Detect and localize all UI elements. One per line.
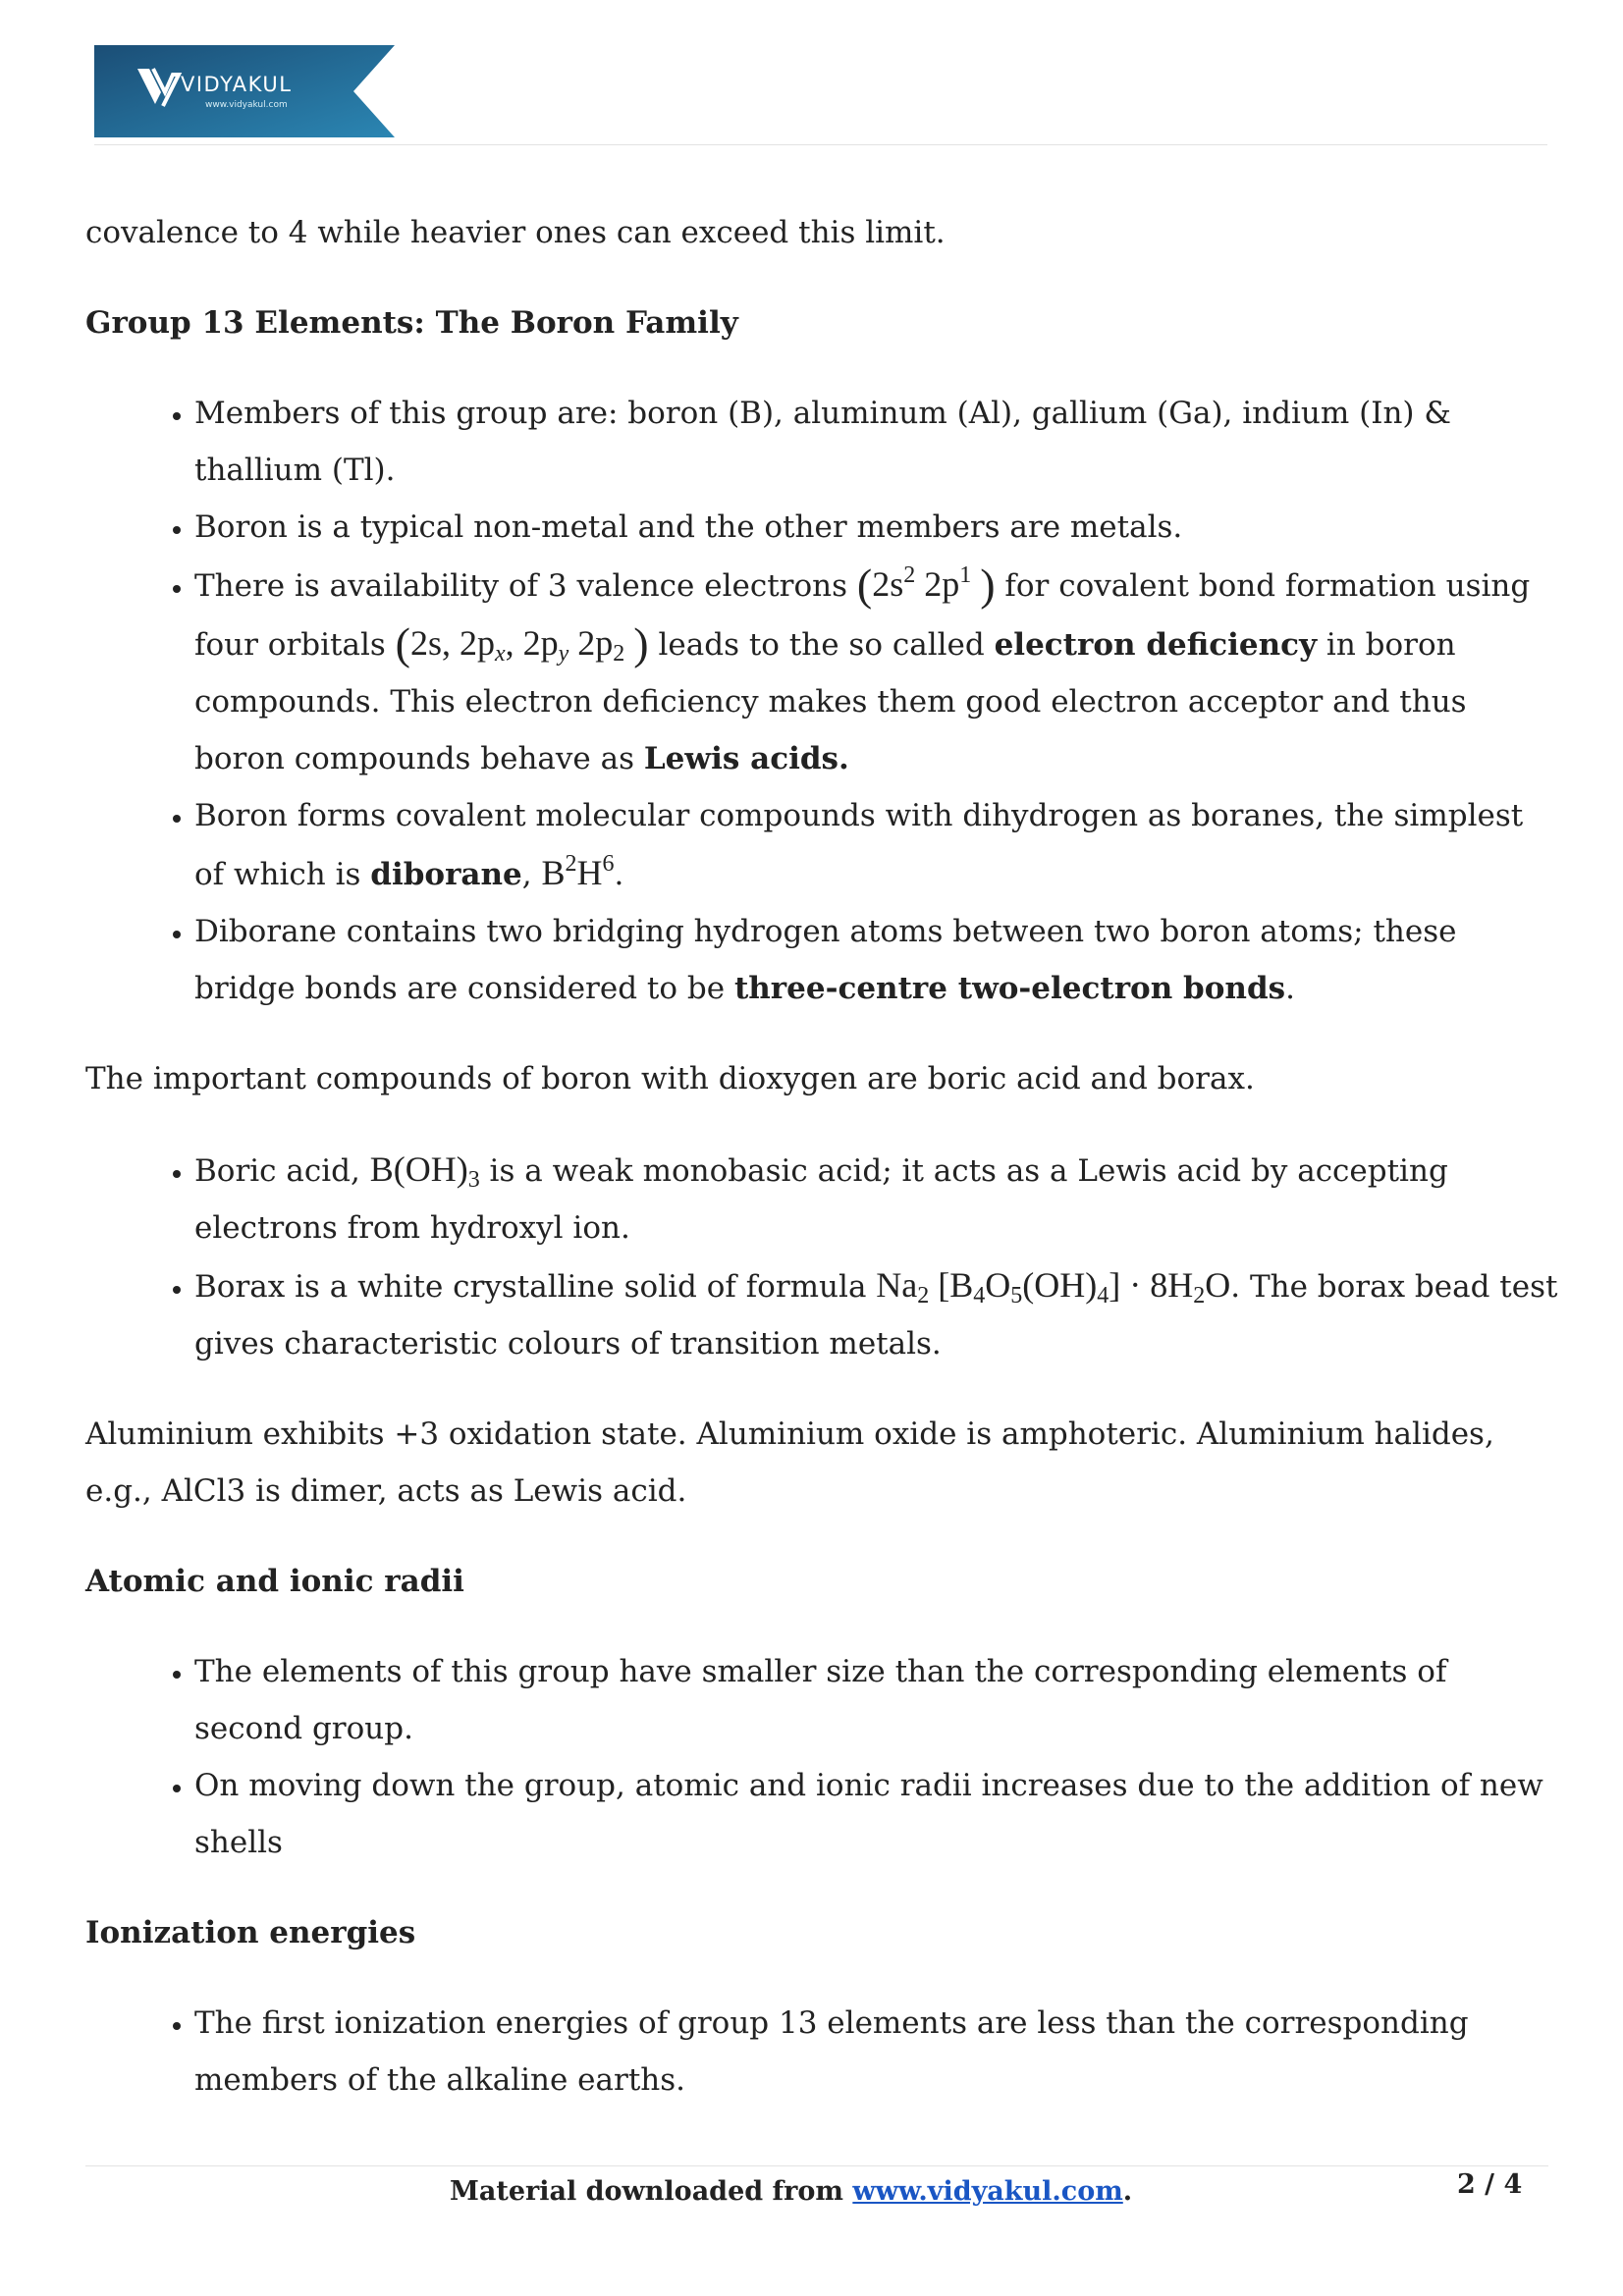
formula-text: 2 <box>613 641 625 667</box>
formula-text: ) <box>980 560 996 610</box>
list-item-text: . The borax bead test gives characteristic colours of transition metals. <box>194 1269 1558 1362</box>
footer-divider <box>85 2165 1548 2166</box>
formula-text: 2 <box>917 1283 930 1308</box>
list-item-text: Diborane contains two bridging hydrogen atoms between two boron atoms; these bridge bonds are considered to be <box>194 914 1457 1006</box>
formula-text: ( <box>395 618 410 668</box>
formula-text: 2p <box>924 564 960 604</box>
formula-text: 2s, 2p <box>409 623 495 663</box>
formula-text: x <box>494 641 506 667</box>
list-item-text: The first ionization energies of group 13 elements are less than the corresponding members of the alkaline earths. <box>194 2005 1469 2098</box>
formula-text: B(OH) <box>369 1149 468 1189</box>
list-item-text: The elements of this group have smaller size than the corresponding elements of second group. <box>194 1654 1447 1746</box>
list-item-valence-electrons <box>194 556 1558 787</box>
footer-suffix: . <box>1122 2176 1133 2207</box>
bold-term: three-centre two-electron bonds <box>733 971 1286 1006</box>
list-item-text: Boron is a typical non-metal and the other members are metals. <box>194 509 1183 545</box>
formula-borax <box>876 1265 1231 1308</box>
list-item-text: . <box>614 857 624 892</box>
formula-text: Na <box>876 1265 918 1305</box>
list-item-text: for covalent bond formation using four orbitals <box>194 568 1531 663</box>
formula-text: , 2p <box>505 623 559 663</box>
list-item-text: is a weak monobasic acid; it acts as a Lewis acid by accepting electrons from hydroxyl ion. <box>194 1153 1448 1246</box>
list-item-text: leads to the so called <box>648 627 995 663</box>
list-item-boric-acid <box>194 1141 1558 1256</box>
logo-url: www.vidyakul.com <box>205 100 288 110</box>
formula-text: 4 <box>1097 1283 1109 1308</box>
list-item-boron-nonmetal <box>194 499 1558 556</box>
formula-text: 1 <box>959 562 972 588</box>
formula-boric-acid <box>369 1149 480 1193</box>
list-item-text: , <box>521 857 542 892</box>
bold-term: Lewis acids. <box>643 741 849 776</box>
formula-text: (OH) <box>1022 1265 1098 1305</box>
list-item-text: Boric acid, <box>194 1153 370 1189</box>
heading-ionization-energies: Ionization energies <box>85 1915 416 1950</box>
formula-text: 5 <box>1010 1283 1023 1308</box>
formula-text: 3 <box>467 1167 480 1193</box>
list-item-members <box>194 385 1558 499</box>
page-content <box>85 204 1558 2142</box>
bold-term: electron deficiency <box>994 627 1318 663</box>
list-item-text: Borax is a white crystalline solid of formula <box>194 1269 877 1305</box>
formula-text: O <box>985 1265 1011 1305</box>
heading-group-13: Group 13 Elements: The Boron Family <box>85 305 738 341</box>
formula-text: 6 <box>602 851 615 877</box>
footer-note <box>450 2169 1132 2215</box>
header-divider <box>94 144 1547 145</box>
footer-prefix: Material downloaded from <box>450 2176 853 2207</box>
paragraph-covalence: covalence to 4 while heavier ones can exceed this limit. <box>85 215 946 250</box>
paragraph-aluminium: Aluminium exhibits +3 oxidation state. Aluminium oxide is amphoteric. Aluminium halides, e.g., AlCl3 is dimer, acts as Lewis acid. <box>85 1416 1494 1509</box>
list-ionization <box>85 1995 1558 2109</box>
list-boron-family <box>85 385 1558 1017</box>
list-item-text: On moving down the group, atomic and ionic radii increases due to the addition of new shells <box>194 1768 1543 1860</box>
page-number: 2 / 4 <box>1457 2169 1523 2200</box>
formula-text: ] · 8H <box>1109 1265 1194 1305</box>
formula-text: 4 <box>973 1283 986 1308</box>
paragraph-boron-dioxygen: The important compounds of boron with dioxygen are boric acid and borax. <box>85 1061 1255 1096</box>
formula-text: ( <box>856 560 873 610</box>
formula-text: ) <box>633 618 649 668</box>
formula-diborane <box>541 853 614 892</box>
logo-wordmark: VIDYAKUL <box>181 73 293 96</box>
list-item-smaller-size <box>194 1643 1558 1757</box>
formula-text: 2p <box>568 623 614 663</box>
formula-electron-config <box>856 560 996 610</box>
formula-text: 2s <box>872 564 904 604</box>
bold-term: diborane <box>370 857 522 892</box>
formula-text: y <box>558 641 569 667</box>
list-item-borax <box>194 1256 1558 1372</box>
list-item-boranes <box>194 787 1558 903</box>
list-item-text: in boron compounds. This electron deficiency makes them good electron acceptor and thus boron compounds behave as <box>194 627 1467 776</box>
list-item-first-ionization <box>194 1995 1558 2109</box>
formula-text: H <box>576 853 603 892</box>
list-item-text: Boron forms covalent molecular compounds with dihydrogen as boranes, the simplest of which is <box>194 798 1524 892</box>
list-item-text: . <box>1285 971 1295 1006</box>
list-item-text: Members of this group are: boron (B), aluminum (Al), gallium (Ga), indium (In) & thallium (Tl). <box>194 396 1451 488</box>
page-footer <box>0 2169 1623 2218</box>
formula-text: 2 <box>903 562 916 588</box>
list-atomic-radii <box>85 1643 1558 1871</box>
list-item-bridge-bonds <box>194 903 1558 1017</box>
vidyakul-logo <box>94 45 395 137</box>
formula-text: 2 <box>565 851 577 877</box>
formula-text: B <box>541 853 566 892</box>
formula-orbitals <box>395 618 649 668</box>
list-item-radii-increase <box>194 1757 1558 1871</box>
footer-link[interactable]: www.vidyakul.com <box>852 2176 1123 2207</box>
heading-atomic-radii: Atomic and ionic radii <box>85 1564 464 1599</box>
formula-text: 2 <box>1193 1283 1206 1308</box>
list-boron-compounds <box>85 1141 1558 1372</box>
list-item-text: There is availability of 3 valence electrons <box>194 568 857 604</box>
formula-text: O <box>1205 1265 1231 1305</box>
formula-text: [B <box>929 1265 974 1305</box>
